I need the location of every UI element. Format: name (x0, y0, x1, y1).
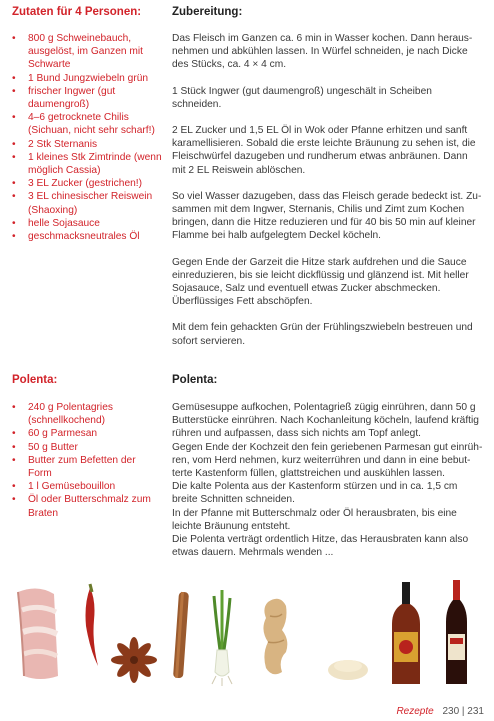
rice-wine-bottle-icon (392, 582, 420, 684)
list-item: • geschmacksneutrales Öl (12, 230, 162, 243)
polenta-paragraph: Die Polenta verträgt ordentlich Hitze, das Herausbraten kann also etwas dauern. Mehrmals wenden ... (172, 534, 469, 559)
list-item: • Öl oder Butterschmalz zum Braten (12, 493, 162, 519)
list-item: • 1 Bund Jungzwiebeln grün (12, 72, 162, 85)
list-item: • 2 Stk Sternanis (12, 138, 162, 151)
preparation-paragraph: 1 Stück Ingwer (gut daumengroß) ungeschält in Scheiben schneiden. (172, 85, 432, 110)
list-item: • 3 EL chinesischer Reiswein (Shaoxing) (12, 190, 162, 216)
list-item: • 800 g Schweinebauch, ausgelöst, im Ganzen mit Schwarte (12, 32, 162, 72)
preparation-heading: Zubereitung: (172, 6, 243, 18)
list-item: • 4–6 getrocknete Chilis (Sichuan, nicht sehr scharf!) (12, 111, 162, 137)
list-item: • 1 l Gemüsebouillon (12, 480, 162, 493)
polenta-ingredients-list (12, 401, 162, 520)
polenta-paragraph: Die kalte Polenta aus der Kastenform stürzen und in ca. 1,5 cm breite Schnitten schneiden. (172, 481, 458, 506)
section-label: Rezepte (396, 706, 434, 717)
ingredients-heading: Zutaten für 4 Personen: (12, 6, 142, 18)
preparation-paragraph: 2 EL Zucker und 1,5 EL Öl in Wok oder Pfanne erhitzen und sanft karamellisieren. Sobald die erste leichte Bräunung zu sehen ist, die Fleischwürfel dazugeben und rundherum etwas anbräunen. Dann mit 2 EL Reiswein ablöschen. (172, 125, 476, 176)
list-item: • 60 g Parmesan (12, 427, 162, 440)
list-item: • Butter zum Befetten der Form (12, 454, 162, 480)
polenta-paragraph: In der Pfanne mit Butterschmalz oder Öl herausbraten, bis eine leichte Bräunung entsteht. (172, 507, 457, 532)
star-anise-icon (111, 637, 157, 683)
chili-icon (86, 584, 99, 666)
polenta-paragraph: Gegen Ende der Kochzeit den fein geriebenen Parmesan gut einrühren, vom Herd nehmen, kurz weiterrühren und dann in eine bebutterte Kastenform füllen, glattstreichen und auskühlen lassen. (172, 441, 483, 480)
cinnamon-icon (173, 592, 189, 678)
soy-sauce-bottle-icon (446, 580, 467, 684)
list-item: • frischer Ingwer (gut daumengroß) (12, 85, 162, 111)
preparation-text (172, 32, 484, 361)
spring-onion-icon (212, 590, 232, 686)
polenta-preparation-text (172, 401, 484, 559)
page-footer (396, 706, 484, 717)
polenta-preparation-heading: Polenta: (172, 374, 218, 386)
ingredient-illustrations (0, 580, 494, 690)
list-item: • 240 g Polentagries (schnellkochend) (12, 401, 162, 427)
polenta-ingredients-heading: Polenta: (12, 374, 58, 386)
preparation-paragraph: Gegen Ende der Garzeit die Hitze stark aufdrehen und die Sauce einreduzieren, bis sie leicht dickflüssig und glänzend ist. Mit heller Sojasauce, Salz und eventuell etwas Zucker abschmecken. Überflüssiges Fett abschöpfen. (172, 256, 469, 308)
polenta-paragraph: Gemüsesuppe aufkochen, Polentagrieß zügig einrühren, dann 50 g Butterstücke einrühren. Nach Kochanleitung köcheln, laufend kräftig rühren und aufpassen, dass sich nichts am Topf anlegt. (172, 402, 479, 440)
list-item: • 3 EL Zucker (gestrichen!) (12, 177, 162, 190)
list-item: • 50 g Butter (12, 441, 162, 454)
list-item: • helle Sojasauce (12, 217, 162, 230)
list-item: • 1 kleines Stk Zimtrinde (wenn möglich Cassia) (12, 151, 162, 177)
preparation-paragraph: So viel Wasser dazugeben, dass das Fleisch gerade bedeckt ist. Zusammen mit dem Ingwer, Sternanis, Chilis und Zimt zum Kochen bringen, dann die Hitze reduzieren und für 40 bis 50 min auf kleiner Flamme bei halb aufgelegtem Deckel köcheln. (172, 190, 482, 242)
preparation-paragraph: Das Fleisch im Ganzen ca. 6 min in Wasser kochen. Dann herausnehmen und abkühlen lassen. In Würfel schneiden, je nach Dicke des Stücks, ca. 4 × 4 cm. (172, 33, 473, 71)
polenta-grits-icon (328, 660, 368, 680)
page-numbers: 230 | 231 (442, 706, 484, 717)
ingredients-list (12, 32, 162, 243)
ginger-icon (263, 599, 287, 674)
pork-belly-icon (18, 588, 58, 679)
preparation-paragraph: Mit dem fein gehackten Grün der Frühlingszwiebeln bestreuen und sofort servieren. (172, 322, 473, 347)
